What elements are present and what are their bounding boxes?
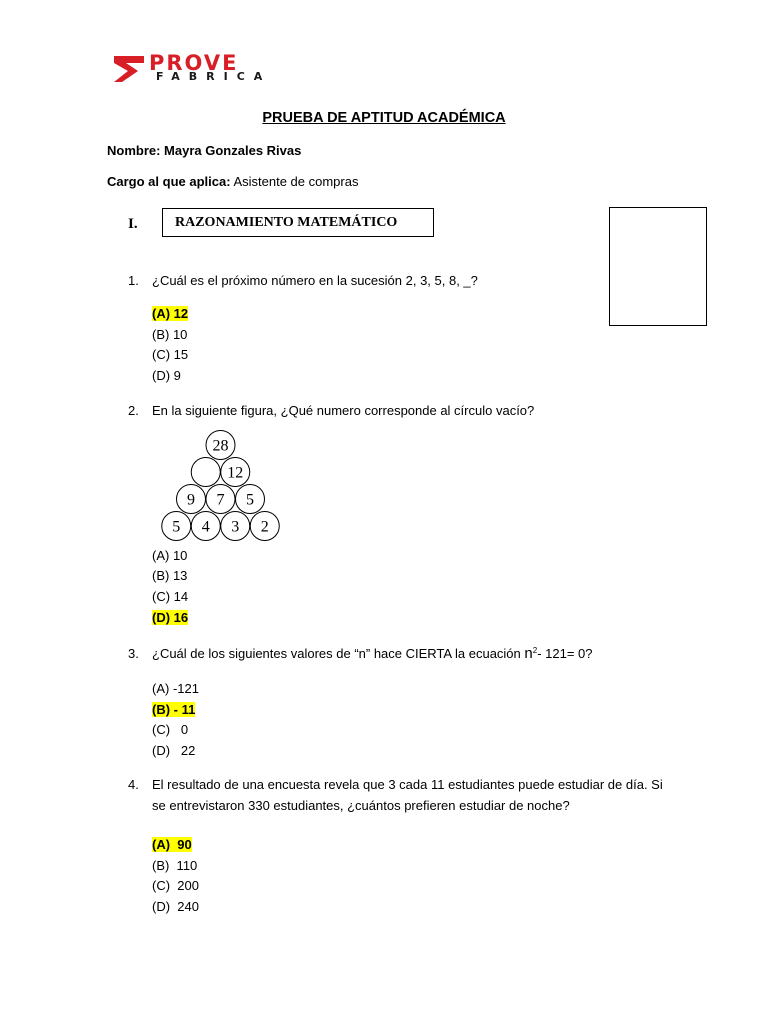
cargo-label: Cargo al que aplica:	[107, 174, 231, 189]
q2-option-d	[152, 608, 188, 628]
circle-pyramid-figure	[158, 424, 283, 542]
q1-option-c: (C) 15	[152, 347, 189, 362]
q2-option-c: (C) 14	[152, 589, 189, 604]
equation-variable: n	[524, 645, 533, 662]
pyramid-number: 28	[212, 437, 229, 455]
question-text: En la siguiente figura, ¿Qué numero corresponde al círculo vacío?	[152, 403, 535, 418]
question-3	[128, 644, 592, 664]
q3-option-b	[152, 700, 195, 720]
equation-exponent: 2	[532, 646, 538, 655]
pyramid-circle	[191, 512, 220, 541]
q2-option-a: (A) 10	[152, 548, 188, 563]
q1-option-d: (D) 9	[152, 368, 181, 383]
cargo-field	[107, 174, 358, 189]
answer-highlight: (A) 12	[152, 306, 189, 321]
answer-highlight: (B) - 11	[152, 702, 196, 717]
question-number: 1.	[128, 273, 139, 288]
nombre-label: Nombre: Mayra Gonzales Rivas	[107, 143, 302, 158]
document-title: PRUEBA DE APTITUD ACADÉMICA	[262, 110, 506, 126]
question-2	[128, 401, 534, 421]
q4-option-a	[152, 835, 192, 855]
pyramid-number: 4	[201, 518, 210, 536]
q3-option-c: (C) 0	[152, 722, 189, 737]
logo-fabrica-text: FABRICA	[156, 70, 272, 83]
pyramid-circle	[206, 485, 235, 514]
pyramid-circle	[162, 512, 191, 541]
question-text-end: - 121= 0?	[537, 646, 593, 661]
logo-mark-icon	[112, 54, 146, 84]
question-number: 3.	[128, 646, 139, 661]
q4-option-c: (C) 200	[152, 878, 199, 893]
pyramid-circle	[191, 458, 220, 487]
question-number: 2.	[128, 403, 139, 418]
pyramid-circle	[221, 512, 250, 541]
pyramid-number: 7	[216, 491, 225, 509]
pyramid-circle	[236, 485, 265, 514]
question-number: 4.	[128, 777, 139, 792]
pyramid-circle	[177, 485, 206, 514]
company-logo	[112, 52, 292, 88]
logo-prove-text: PROVE	[149, 51, 239, 75]
pyramid-circle	[250, 512, 279, 541]
pyramid-circle	[206, 431, 235, 460]
question-text: ¿Cuál de los siguientes valores de “n” hace CIERTA la ecuación	[152, 646, 525, 661]
pyramid-number: 2	[260, 518, 269, 536]
answer-highlight: (D) 16	[152, 610, 189, 625]
q1-option-b: (B) 10	[152, 327, 188, 342]
q2-option-b: (B) 13	[152, 568, 188, 583]
pyramid-number: 12	[227, 464, 244, 482]
question-text: El resultado de una encuesta revela que 3 cada 11 estudiantes puede estudiar de día. Si se entrevistaron 330 estudiantes, ¿cuántos prefieren estudiar de noche?	[152, 777, 663, 813]
cargo-value: Asistente de compras	[233, 174, 359, 189]
q3-option-d: (D) 22	[152, 743, 196, 758]
pyramid-number: 9	[187, 491, 195, 509]
section-title: RAZONAMIENTO MATEMÁTICO	[162, 208, 434, 237]
question-text: ¿Cuál es el próximo número en la sucesión 2, 3, 5, 8, _?	[152, 273, 478, 288]
pyramid-circle	[221, 458, 250, 487]
q3-option-a: (A) -121	[152, 681, 199, 696]
question-1	[128, 271, 478, 291]
q4-option-d: (D) 240	[152, 899, 199, 914]
pyramid-number: 3	[231, 518, 240, 536]
section-number: I.	[128, 216, 138, 232]
answer-highlight: (A) 90	[152, 837, 192, 852]
photo-box	[609, 207, 707, 326]
nombre-field	[107, 143, 301, 158]
pyramid-number: 5	[172, 518, 181, 536]
q4-option-b: (B) 110	[152, 858, 198, 873]
pyramid-number: 5	[246, 491, 254, 509]
question-4	[128, 774, 668, 816]
q1-option-a	[152, 304, 188, 324]
